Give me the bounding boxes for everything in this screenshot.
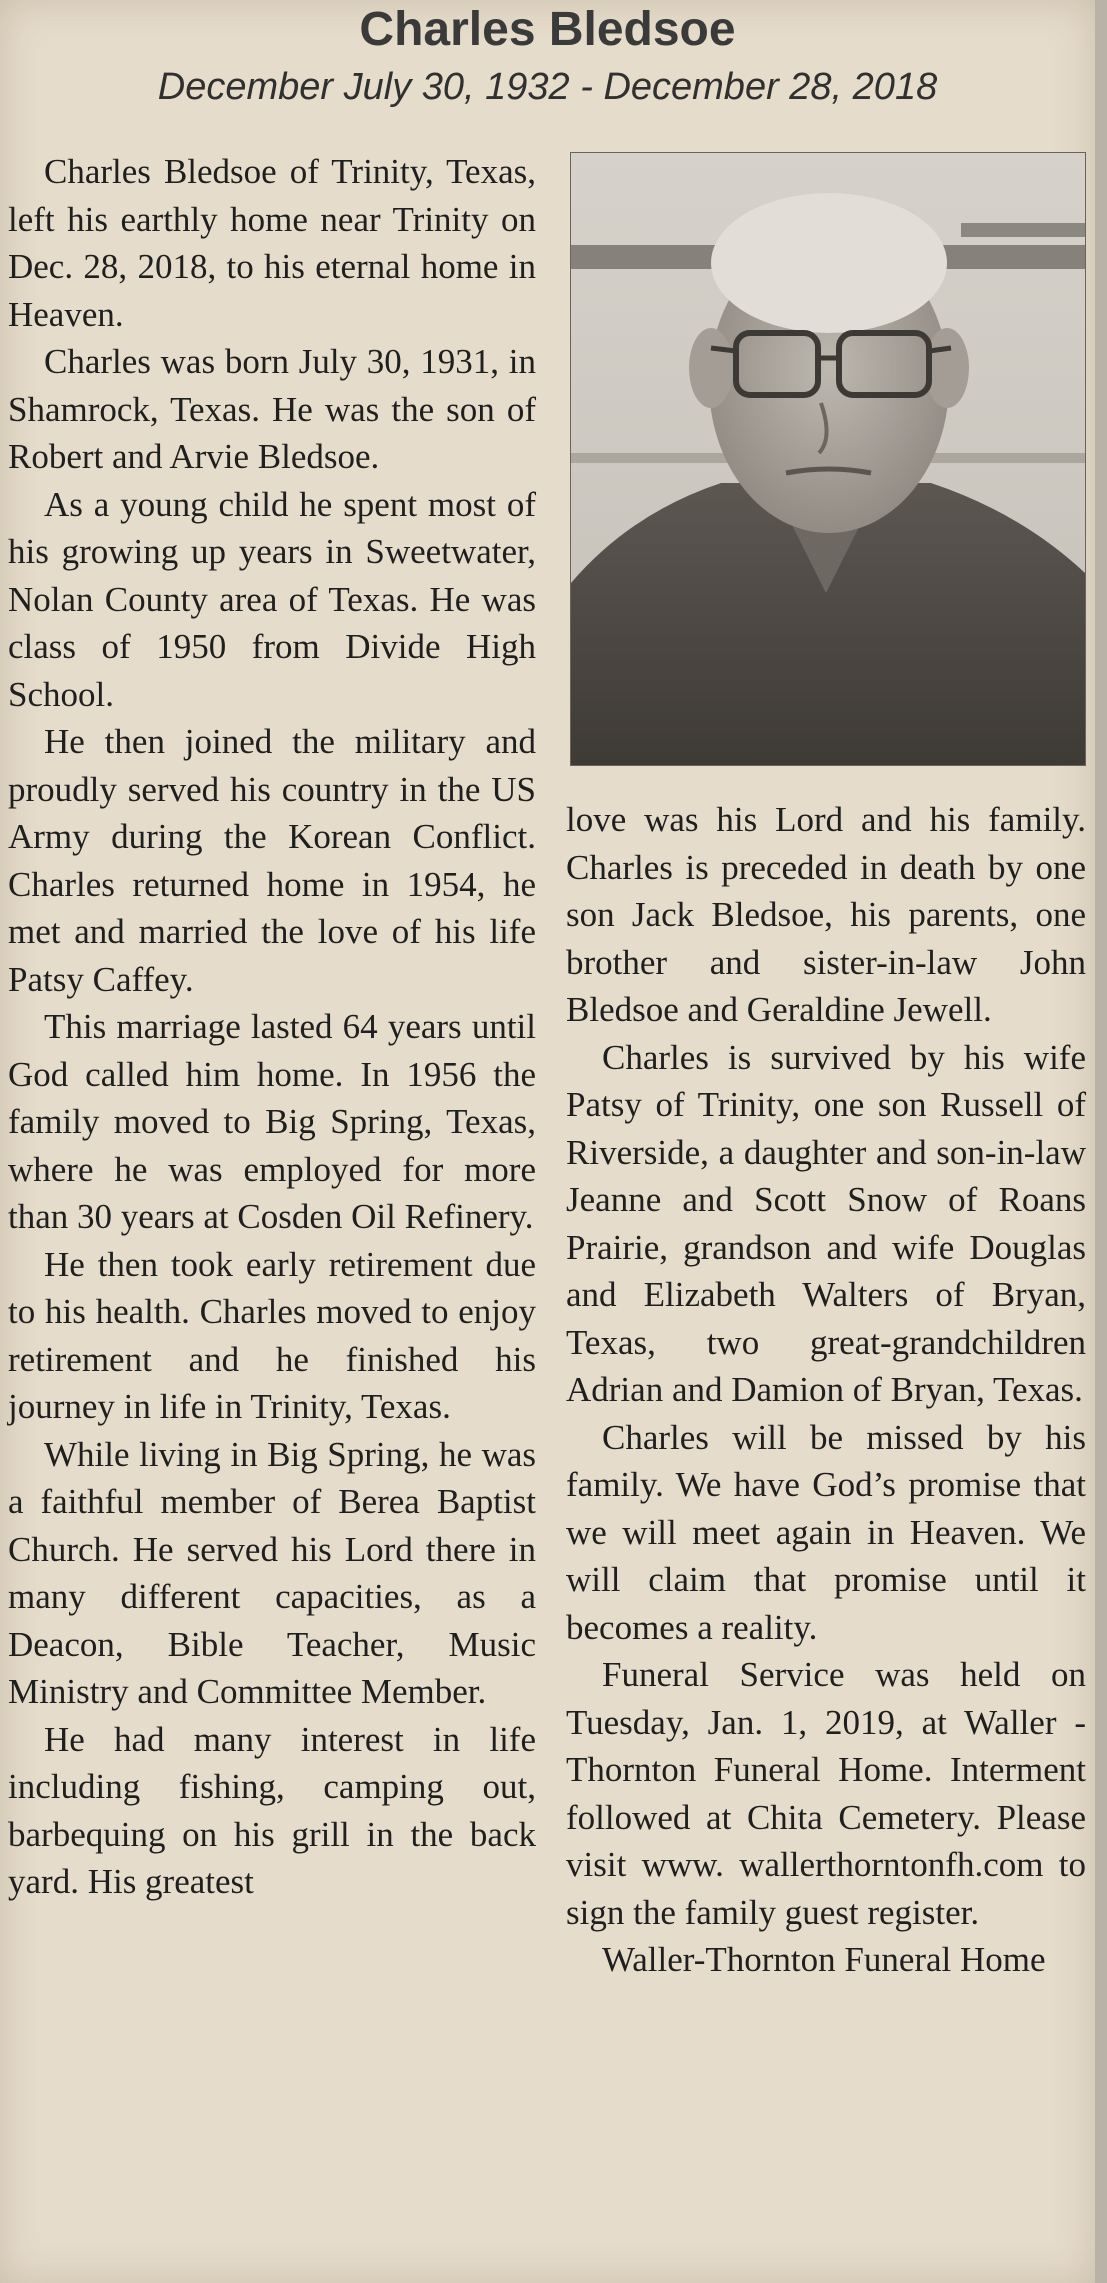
paragraph: Funeral Service was held on Tuesday, Jan. 1, 2019, at Waller -Thornton Funeral Home. Interment followed at Chita Cemetery. Please visit www. wallerthorntonfh.com to sign the family guest register. (566, 1655, 1086, 1932)
paragraph: Charles Bledsoe of Trinity, Texas, left his earthly home near Trinity on Dec. 28, 2018, to his eternal home in Heaven. (8, 152, 536, 334)
paragraph: As a young child he spent most of his growing up years in Sweetwater, Nolan County area of Texas. He was class of 1950 from Divide High School. (8, 484, 536, 714)
paragraph: While living in Big Spring, he was a faithful member of Berea Baptist Church. He served his Lord there in many different capacities, as a Deacon, Bible Teacher, Music Ministry and Committee Member. (8, 1434, 536, 1711)
portrait-image (571, 153, 1085, 765)
paragraph: He then took early retirement due to his health. Charles moved to enjoy retirement and he finished his journey in life in Trinity, Texas. (8, 1244, 536, 1426)
funeral-home-signature: Waller-Thornton Funeral Home (602, 1940, 1046, 1979)
portrait-photo (570, 152, 1086, 766)
paragraph: Charles is survived by his wife Patsy of Trinity, one son Russell of Riverside, a daughter and son-in-law Jeanne and Scott Snow of Roans Prairie, grandson and wife Douglas and Elizabeth Walters of Bryan, Texas, two great-grandchildren Adrian and Damion of Bryan, Texas. (566, 1037, 1086, 1409)
paragraph: Charles was born July 30, 1931, in Shamrock, Texas. He was the son of Robert and Arvie Bledsoe. (8, 342, 536, 476)
paragraph: He then joined the military and proudly served his country in the US Army during the Korean Conflict. Charles returned home in 1954, he met and married the love of his life Patsy Caffey. (8, 722, 536, 999)
obituary-dates: December July 30, 1932 - December 28, 2018 (157, 66, 938, 108)
paragraph: This marriage lasted 64 years until God called him home. In 1956 the family moved to Big Spring, Texas, where he was employed for more than 30 years at Cosden Oil Refinery. (8, 1007, 536, 1236)
left-column (8, 148, 536, 1906)
paragraph: love was his Lord and his family. Charles is preceded in death by one son Jack Bledsoe, his parents, one brother and sister-in-law John Bledsoe and Geraldine Jewell. (566, 800, 1086, 1029)
paragraph: He had many interest in life including fishing, camping out, barbequing on his grill in the back yard. His greatest (8, 1719, 536, 1901)
paragraph: Charles will be missed by his family. We have God’s promise that we will meet again in Heaven. We will claim that promise until it becomes a reality. (566, 1417, 1086, 1647)
obituary-title: Charles Bledsoe (359, 3, 736, 56)
right-column (566, 796, 1086, 1984)
page-edge (1095, 0, 1107, 2283)
